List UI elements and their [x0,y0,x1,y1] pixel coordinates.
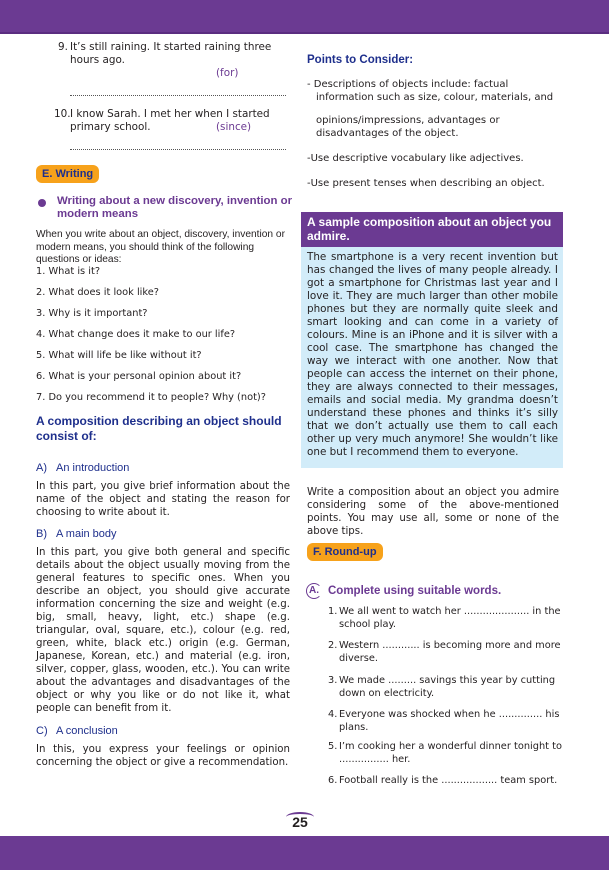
item-text[interactable]: I’m cooking her a wonderful dinner tonight to ................ her. [339,741,562,765]
exercise-hint: (for) [216,67,239,79]
points-item: opinions/impressions, advantages or disadvantages of the object. [316,115,500,139]
part-letter: C) [36,725,48,737]
exercise-text: It’s still raining. It started raining three hours ago. [70,41,272,66]
item-number: 3. [328,675,338,686]
question-item: 1. What is it? [36,266,101,277]
points-item: -Use descriptive vocabulary like adjectives. [307,153,524,164]
points-to-consider-title: Points to Consider: [307,54,414,66]
part-title: An introduction [56,462,130,474]
item-number: 5. [328,741,338,752]
question-item: 4. What change does it make to our life? [36,329,236,340]
sample-composition-box [301,212,563,468]
writing-topic-heading: Writing about a new discovery, invention or modern means [57,195,293,220]
answer-line[interactable] [70,94,286,96]
part-text-main-body: In this part, you give both general and specific details about the object usually moving from the general features to specific ones. When you describe an object, you should give accurate information concerning the size and weight (e.g. big, small, heavy, light, etc.) shape (e.g. triangular, oval, square, etc.), colour (e.g. red, green, white, black etc.) origin (e.g. German, Japanese, Korean, etc.) and material (e.g. iron, silver, copper, glass, wooden, etc.). You can write about the advantages and disadvantages of the object or why you like or do not like it, what people can benefit from it. [36,547,290,714]
part-heading-conclusion [36,725,118,738]
part-letter: B) [36,528,47,540]
points-item: -Use present tenses when describing an object. [307,178,545,189]
item-text[interactable]: Everyone was shocked when he .............. his plans. [339,709,560,733]
item-text[interactable]: We made ......... savings this year by cutting down on electricity. [339,675,556,699]
writing-task-instruction: Write a composition about an object you admire considering some of the above-mentioned points. You may use all, some or none of the above tips. [307,487,559,537]
writing-intro: When you write about an object, discovery, invention or modern means, you should think of the following questions or ideas: [36,229,285,265]
sample-composition-text: The smartphone is a very recent invention but has changed the lives of many people already. I got a smartphone for Christmas last year and I love it. They are much larger than other mobile phones but they are normally quite sleek and smart looking and can come in a variety of colours. Mine is an iPhone and it is silver with a cool case. The smartphone has changed the way we interact with one another. Now that people can access the internet on their phone, they are always connected to their messages, emails and social media. My grandma doesn’t understand these phones and thinks it’s silly that we don’t actually use them to call each other up very much anymore! She wouldn’t like one but I recommend them to everyone. [307,251,558,458]
exercise-hint: (since) [216,121,252,133]
question-item: 2. What does it look like? [36,287,159,298]
part-title: A main body [56,528,117,540]
question-item: 7. Do you recommend it to people? Why (not)? [36,392,266,403]
section-letter-circle-icon: A. [306,583,322,599]
item-text[interactable]: Western ............ is becoming more and more diverse. [339,640,561,664]
item-number: 6. [328,775,338,786]
part-letter: A) [36,462,47,474]
item-text[interactable]: We all went to watch her ..................... in the school play. [339,606,561,630]
section-badge-roundup: F. Round-up [307,543,383,561]
item-text[interactable]: Football really is the .................. team sport. [339,775,558,786]
roundup-section-title: Complete using suitable words. [328,585,502,597]
bottom-footer-bar [0,836,609,870]
top-header-bar [0,0,609,34]
part-heading-introduction [36,462,129,475]
points-item: - Descriptions of objects include: factual information such as size, colour, materials, and [307,79,554,103]
part-text-conclusion: In this, you express your feelings or opinion concerning the object or give a recommendation. [36,744,290,768]
bullet-icon [38,199,46,207]
question-item: 5. What will life be like without it? [36,350,202,361]
question-item: 3. Why is it important? [36,308,148,319]
part-heading-main-body [36,528,117,541]
exercise-text: I know Sarah. I met her when I started primary school. [70,108,270,133]
exercise-number: 10. [54,108,71,120]
item-number: 2. [328,640,338,651]
answer-line[interactable] [70,148,286,150]
item-number: 4. [328,709,338,720]
part-text-introduction: In this part, you give brief information about the name of the object and stating the reason for choosing to write about it. [36,481,290,518]
page-number: 25 [292,814,308,830]
sample-composition-header: A sample composition about an object you admire. [301,212,563,247]
exercise-number: 9. [58,41,68,53]
item-number: 1. [328,606,338,617]
section-badge-writing: E. Writing [36,165,99,183]
part-title: A conclusion [56,725,118,737]
question-item: 6. What is your personal opinion about it? [36,371,242,382]
composition-structure-heading: A composition describing an object should consist of: [36,414,282,443]
